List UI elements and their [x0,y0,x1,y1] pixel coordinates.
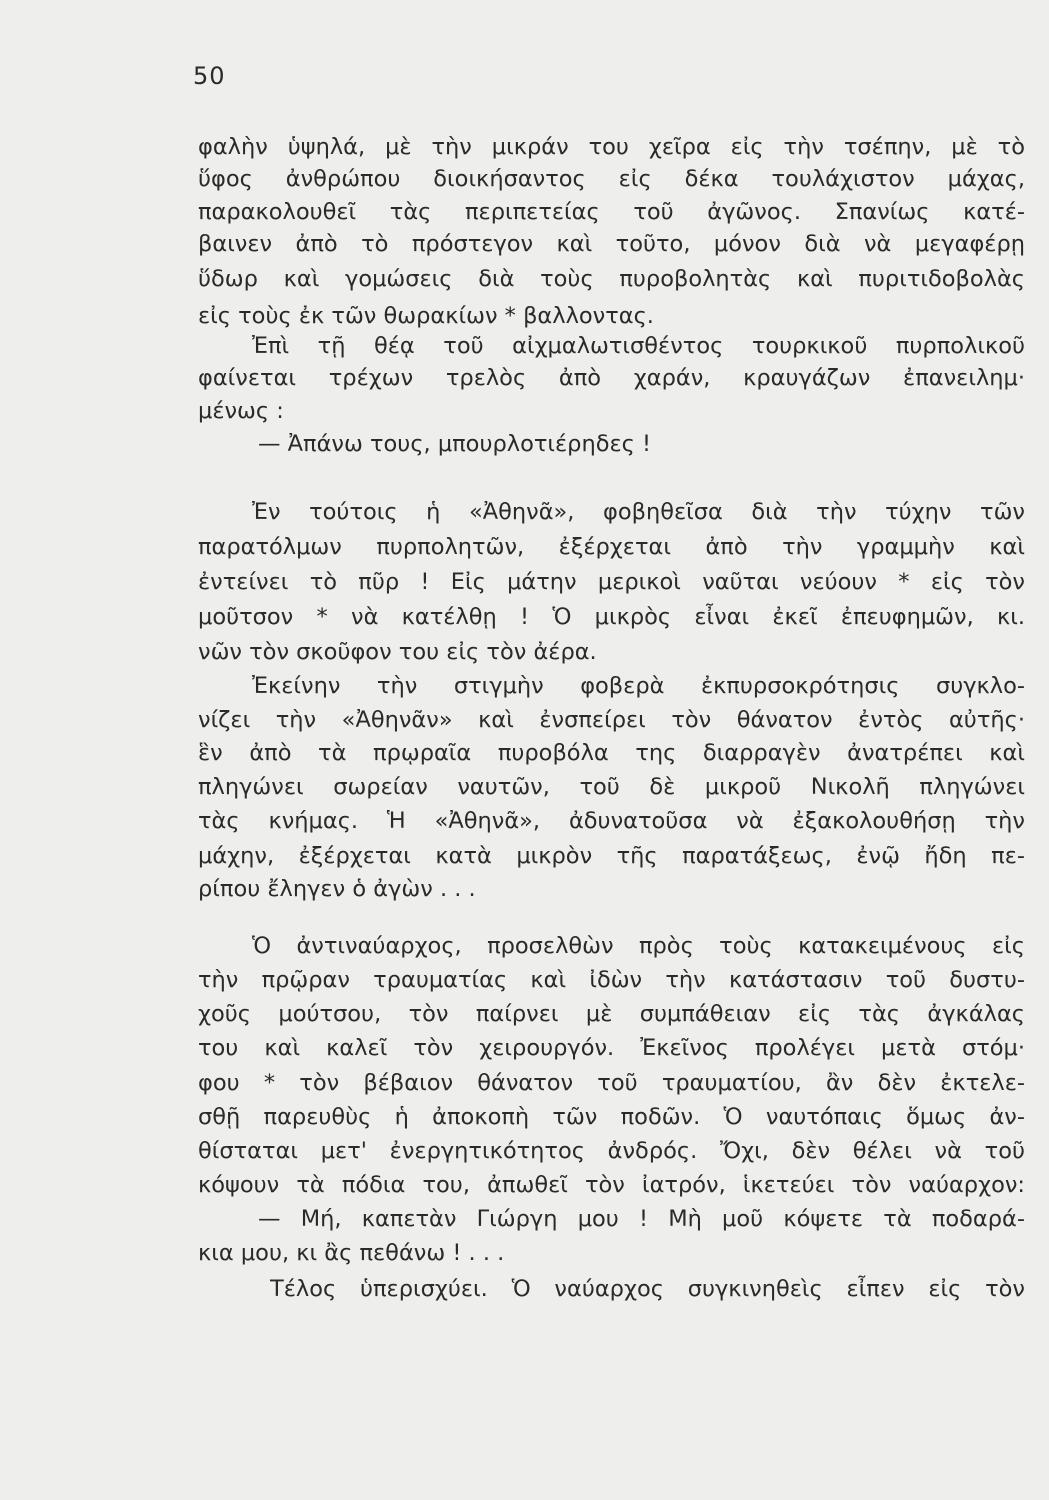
text-line: παρακολουθεῖ τὰς περιπετείας τοῦ ἀγῶνος. Σπανίως κατέ- [198,199,1025,225]
text-line: πληγώνει σωρείαν ναυτῶν, τοῦ δὲ μικροῦ Νικολῆ πληγώνει [198,774,1025,800]
text-line: μάχην, ἐξέρχεται κατὰ μικρὸν τῆς παρατάξεως, ἐνῷ ἤδη πε- [198,843,1025,869]
paragraph-start-line: Ὁ ἀντιναύαρχος, προσελθὼν πρὸς τοὺς κατακειμένους εἰς [252,933,1025,959]
paragraph-start-line: Τέλος ὑπερισχύει. Ὁ ναύαρχος συγκινηθεὶς εἶπεν εἰς τὸν [270,1276,1025,1302]
text-line: κια μου, κι ἂς πεθάνω ! . . . [198,1240,505,1266]
dialogue-line: — Μή, καπετὰν Γιώργη μου ! Μὴ μοῦ κόψετε τὰ ποδαρά- [258,1206,1025,1232]
dialogue-line: — Ἀπάνω τους, μπουρλοτιέρηδες ! [258,431,652,457]
text-line: τὴν πρῷραν τραυματίας καὶ ἰδὼν τὴν κατάστασιν τοῦ δυστυ- [198,967,1025,993]
text-line: βαινεν ἀπὸ τὸ πρόστεγον καὶ τοῦτο, μόνον διὰ νὰ μεγαφέρῃ [198,231,1025,257]
text-line: παρατόλμων πυρπολητῶν, ἐξέρχεται ἀπὸ τὴν γραμμὴν καὶ [198,534,1025,560]
text-line: φου * τὸν βέβαιον θάνατον τοῦ τραυματίου, ἂν δὲν ἐκτελε- [198,1070,1025,1096]
text-line: ρίπου ἔληγεν ὁ ἀγὼν . . . [198,876,476,902]
text-line: τὰς κνήμας. Ἡ «Ἀθηνᾶ», ἀδυνατοῦσα νὰ ἐξακολουθήσῃ τὴν [198,808,1025,834]
text-line: χοῦς μούτσου, τὸν παίρνει μὲ συμπάθειαν εἰς τὰς ἀγκάλας [198,1001,1025,1027]
text-line: εἰς τοὺς ἐκ τῶν θωρακίων * βαλλοντας. [198,303,654,329]
text-line: φαίνεται τρέχων τρελὸς ἀπὸ χαράν, κραυγάζων ἐπανειλημ· [198,365,1025,391]
page-number: 50 [193,62,226,90]
text-line: ὕδωρ καὶ γομώσεις διὰ τοὺς πυροβολητὰς καὶ πυριτιδοβολὰς [198,266,1025,292]
text-line: μοῦτσον * νὰ κατέλθῃ ! Ὁ μικρὸς εἶναι ἐκεῖ ἐπευφημῶν, κι. [198,604,1025,630]
text-line: φαλὴν ὑψηλά, μὲ τὴν μικράν του χεῖρα εἰς τὴν τσέπην, μὲ τὸ [198,134,1025,160]
paragraph-start-line: Ἐν τούτοις ἡ «Ἀθηνᾶ», φοβηθεῖσα διὰ τὴν τύχην τῶν [252,499,1025,525]
text-line: μένως : [198,398,284,424]
text-line: ἓν ἀπὸ τὰ πρῳραῖα πυροβόλα της διαρραγὲν ἀνατρέπει καὶ [198,740,1025,766]
text-line: νῶν τὸν σκοῦφον του εἰς τὸν ἀέρα. [198,639,597,665]
text-line: θίσταται μετ' ἐνεργητικότητος ἀνδρός. Ὄχι, δὲν θέλει νὰ τοῦ [198,1138,1025,1164]
text-line: νίζει τὴν «Ἀθηνᾶν» καὶ ἐνσπείρει τὸν θάνατον ἐντὸς αὐτῆς· [198,707,1025,733]
text-line: ὕφος ἀνθρώπου διοικήσαντος εἰς δέκα τουλάχιστον μάχας, [198,166,1025,192]
text-line: του καὶ καλεῖ τὸν χειρουργόν. Ἐκεῖνος προλέγει μετὰ στόμ· [198,1035,1025,1061]
text-line: ἐντείνει τὸ πῦρ ! Εἰς μάτην μερικοὶ ναῦται νεύουν * εἰς τὸν [198,569,1025,595]
text-line: σθῇ παρευθὺς ἡ ἀποκοπὴ τῶν ποδῶν. Ὁ ναυτόπαις ὅμως ἀν- [198,1104,1025,1130]
paragraph-start-line: Ἐπὶ τῇ θέᾳ τοῦ αἰχμαλωτισθέντος τουρκικοῦ πυρπολικοῦ [252,333,1025,359]
paragraph-start-line: Ἐκείνην τὴν στιγμὴν φοβερὰ ἐκπυρσοκρότησις συγκλο- [252,673,1025,699]
text-line: κόψουν τὰ πόδια του, ἀπωθεῖ τὸν ἰατρόν, ἱκετεύει τὸν ναύαρχον: [198,1172,1025,1198]
